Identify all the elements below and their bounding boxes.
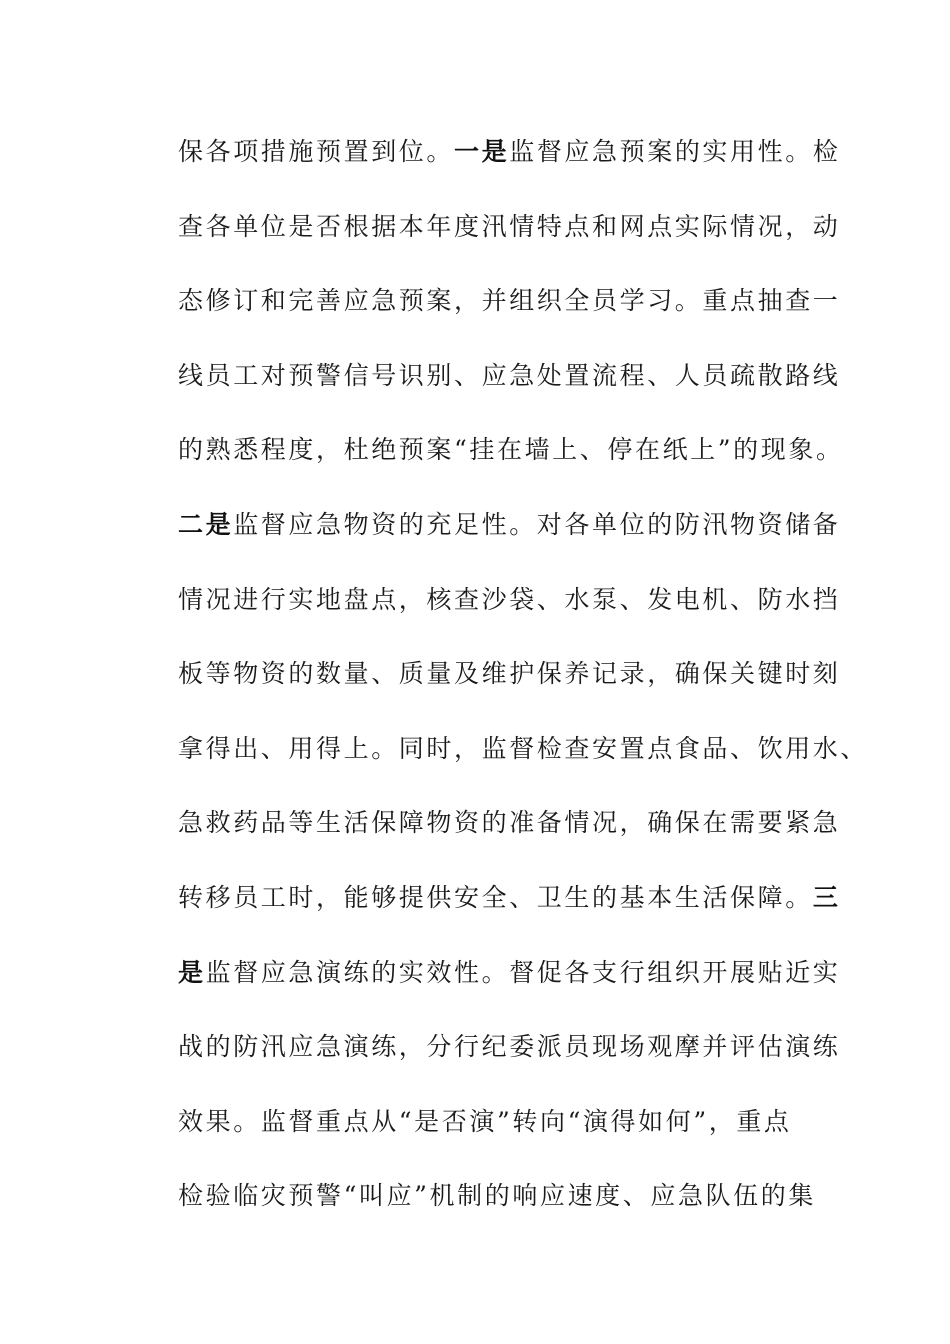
text-run: 查各单位是否根据本年度汛情特点和网点实际情况，动 (178, 211, 841, 241)
text-run: 板等物资的数量、质量及维护保养记录，确保关键时刻 (178, 659, 841, 689)
text-line (178, 500, 841, 575)
text-run: 线员工对预警信号识别、应急处置流程、人员疏散路线 (178, 360, 841, 390)
text-run: 急救药品等生活保障物资的准备情况，确保在需要紧急 (178, 808, 841, 838)
text-run: 监督应急物资的充足性。对各单位的防汛物资储备 (233, 509, 841, 539)
text-run: 拿得出、用得上。同时，监督检查安置点食品、饮用水、 (178, 733, 869, 763)
text-line (178, 649, 841, 724)
bold-keyword: 三 (812, 882, 841, 912)
text-line (178, 425, 844, 500)
text-line (178, 351, 841, 426)
text-run: 效果。监督重点从“是否演”转向“演得如何”，重点 (178, 1106, 792, 1136)
text-run: 态修订和完善应急预案，并组织全员学习。重点抽查一 (178, 286, 841, 316)
text-line (178, 276, 841, 351)
bold-keyword: 是 (178, 957, 206, 987)
text-run: 情况进行实地盘点，核查沙袋、水泵、发电机、防水挡 (178, 584, 841, 614)
text-line (178, 724, 869, 799)
text-run: 的熟悉程度，杜绝预案“挂在墙上、停在纸上”的现象。 (178, 435, 844, 465)
text-line (178, 1097, 838, 1172)
bold-keyword: 二是 (178, 509, 234, 539)
text-line (178, 202, 841, 277)
text-run: 转移员工时，能够提供安全、卫生的基本生活保障。 (178, 882, 813, 912)
text-line (178, 798, 841, 873)
text-line (178, 1171, 838, 1246)
text-run: 监督应急演练的实效性。督促各支行组织开展贴近实 (205, 957, 841, 987)
bold-keyword: 一是 (454, 137, 510, 166)
body-paragraph (178, 127, 869, 1246)
text-line (178, 127, 841, 202)
text-run: 监督应急预案的实用性。检 (509, 137, 841, 166)
text-run: 检验临灾预警“叫应”机制的响应速度、应急队伍的集 (178, 1181, 816, 1211)
text-line (178, 1022, 841, 1097)
text-line (178, 575, 841, 650)
text-line (178, 948, 841, 1023)
text-run: 保各项措施预置到位。 (178, 137, 455, 166)
text-line (178, 873, 841, 948)
text-run: 战的防汛应急演练，分行纪委派员现场观摩并评估演练 (178, 1032, 841, 1062)
